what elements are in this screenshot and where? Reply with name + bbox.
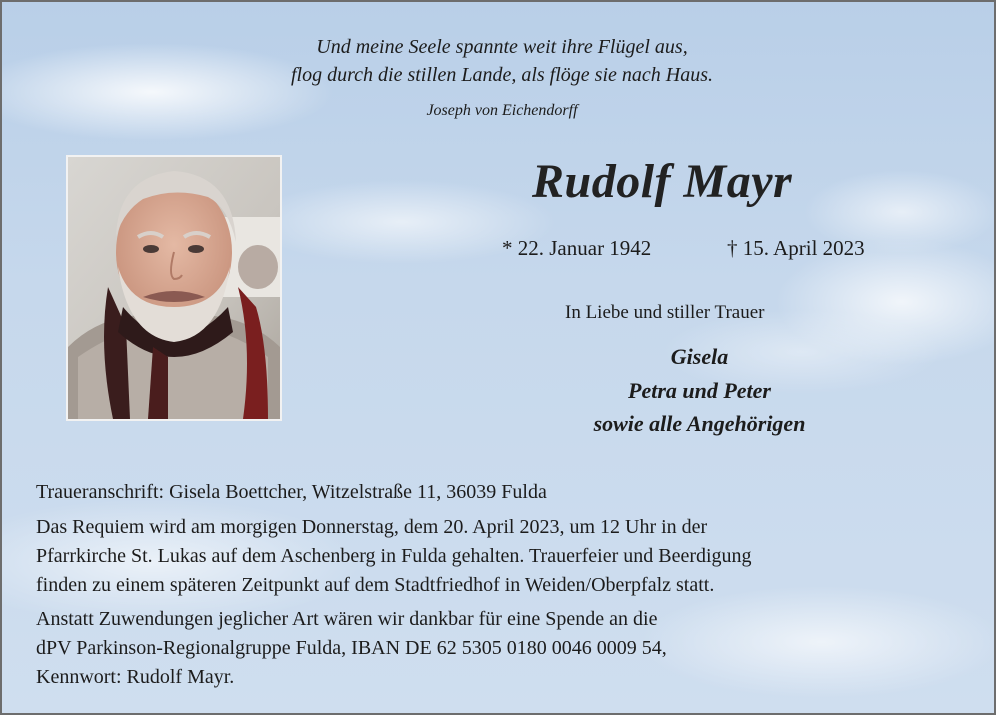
requiem-line: finden zu einem späteren Zeitpunkt auf dem Stadtfriedhof in Weiden/Oberpfalz statt.	[36, 574, 715, 596]
death-date: † 15. April 2023	[727, 236, 865, 260]
requiem-line: Pfarrkirche St. Lukas auf dem Aschenberg in Fulda gehalten. Trauerfeier und Beerdigung	[36, 545, 752, 567]
quote-line-2: flog durch die stillen Lande, als flöge sie nach Haus.	[290, 64, 713, 86]
donation-paragraph	[36, 605, 667, 692]
donation-line: Anstatt Zuwendungen jeglicher Art wären wir dankbar für eine Spende an die	[36, 608, 658, 630]
donation-line: dPV Parkinson-Regionalgruppe Fulda, IBAN DE 62 5305 0180 0046 0009 54,	[36, 637, 667, 659]
address-line: Traueranschrift: Gisela Boettcher, Witzelstraße 11, 36039 Fulda	[36, 481, 547, 503]
mourning-intro: In Liebe und stiller Trauer	[565, 302, 765, 323]
quote-author: Joseph von Eichendorff	[426, 102, 578, 119]
mourning-address	[36, 478, 547, 507]
quote-line-1: Und meine Seele spannte weit ihre Flügel aus,	[316, 36, 688, 58]
requiem-line: Das Requiem wird am morgigen Donnerstag, dem 20. April 2023, um 12 Uhr in der	[36, 516, 708, 538]
deceased-name: Rudolf Mayr	[532, 155, 793, 208]
mourner-name: sowie alle Angehörigen	[593, 411, 806, 436]
requiem-paragraph	[36, 513, 752, 600]
birth-date: * 22. Januar 1942	[502, 236, 652, 260]
mourner-name: Petra und Peter	[628, 378, 771, 403]
mourner-name: Gisela	[670, 344, 729, 369]
portrait-photo	[66, 155, 282, 421]
donation-line: Kennwort: Rudolf Mayr.	[36, 666, 235, 688]
